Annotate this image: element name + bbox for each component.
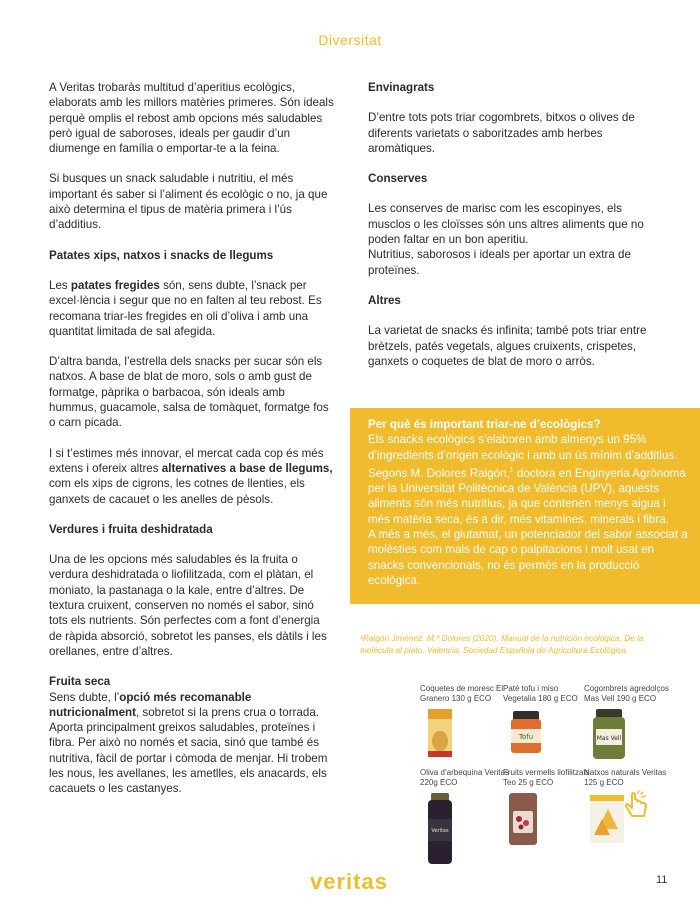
intro-paragraph-2: Si busques un snack saludable i nutritiu, el més important és saber si l’aliment és ecològic o no, ja que això determina el tipus de matèria primera i l’ús d’additius. [49, 172, 328, 232]
callout-question: Per què és important triar-ne d’ecològics? [368, 418, 601, 431]
product-coquetes [420, 684, 510, 762]
text-run: I si t’estimes més innovar, el mercat cada cop és més extens i ofereix altres [49, 446, 324, 475]
paragraph-natxos: D’altra banda, l’estrella dels snacks per sucar són els natxos. A base de blat de moro, sols o amb gust de formatge, pàprika o barbacoa, són ideals amb hummus, guacamole, salsa de tomàquet, formatge fos o carn picada. [49, 355, 329, 430]
callout-text-2: A més a més, el glutamat, un potenciador del sabor associat a molèsties com mals de cap o palpitacions i molt usat en snacks convencionals, no és permès en la producció ecològica. [368, 527, 688, 587]
pate-jar-icon [503, 707, 549, 757]
product-image-cogombrets [584, 707, 674, 766]
paragraph-envinagrats: D’entre tots pots triar cogombrets, bitxos o olives de diferents varietats o saboritzades amb herbes aromàtiques. [368, 111, 635, 155]
footnote: ¹Raigón Jiménez, M.ª Dolores (2020). Manual de la nutrición ecológica. De la molécula al plato. Valencia, Sociedad Española de Agricultura Ecológica. [360, 633, 644, 655]
paragraph-altres: La varietat de snacks és infinita; també pots triar entre brètzels, patés vegetals, algues cruixents, crispetes, ganxets o coquetes de blat de moro o arròs. [368, 324, 647, 368]
veritas-logo: veritas [310, 869, 388, 894]
paragraph-conserves-2: Nutritius, saborosos i ideals per aportar un extra de proteïnes. [368, 248, 631, 277]
text-run: Les [49, 278, 71, 292]
dried-fruits-bag-icon [503, 791, 543, 847]
heading-verdures: Verdures i fruita deshidratada [49, 522, 213, 536]
hand-pointer-icon [620, 790, 652, 827]
text-run: Els snacks ecològics s’elaboren amb almenys un 95% d’ingredients d’origen ecològic i amb un ús mínim d’additius. Segons M. Dolores Raigón, [368, 433, 678, 480]
pickles-jar-icon [584, 707, 634, 763]
heading-altres: Altres [368, 293, 401, 307]
tofu-brand-text: Tofu [518, 733, 534, 741]
bold-run: alternatives a base de llegums, [161, 461, 333, 475]
product-olives [420, 768, 510, 870]
coquetes-package-icon [420, 707, 460, 759]
heading-envinagrats: Envinagrats [368, 81, 435, 94]
product-image-coquetes [420, 707, 510, 762]
paragraph-patates-fregides [49, 278, 334, 339]
olive-brand-text: Veritas [431, 828, 449, 834]
right-column [368, 80, 653, 384]
bold-run: opció més recomanable nutricionalment [49, 690, 252, 719]
product-label: Natxos naturals Veritas 125 g ECO [584, 768, 667, 787]
product-image-pate [503, 707, 593, 760]
paragraph-llegums [49, 446, 334, 507]
product-cogombrets [584, 684, 674, 766]
jar-brand-text: Mas Vell [596, 735, 622, 742]
product-label: Fruits vermells liofilitzats Teo 25 g ECO [503, 768, 590, 787]
product-label: Coquetes de moresc El Granero 130 g ECO [420, 684, 504, 703]
text-run: , sobretot si la prens crua o torrada. Aporta principalment greixos saludables, proteïnes i fibra. Per això no només et sacia, sinó que també és nutritiva, fàcil de portar i còmoda de menjar. Hi trobem les nous, les avellanes, les ametlles, els anacards, els cacauets o les castanyes. [49, 705, 328, 796]
page-number: 11 [656, 874, 668, 886]
paragraph-verdures: Una de les opcions més saludables és la fruita o verdura deshidratada o liofilitzada, com el plàtan, el moniato, la pastanaga o la kale, entre d’altres. De textura cruixent, conserven no només el sabor, sinó tots els nutrients. Són perfectes com a font d’energia de ràpida absorció, sobretot les panses, els dàtils i les orellanes, entre d’altres. [49, 553, 327, 658]
product-image-fruits [503, 791, 593, 850]
heading-patates: Patates xips, natxos i snacks de llegums [49, 248, 274, 262]
paragraph-fruita-seca [49, 690, 334, 797]
paragraph-conserves-1: Les conserves de marisc com les escopinyes, els musclos o les cloïsses són uns altres aliments que no poden faltar en un bon aperitiu. [368, 202, 644, 247]
intro-paragraph-1: A Veritas trobaràs multitud d’aperitius ecològics, elaborats amb les millors matèries primeres. Són ideals perquè omplis el rebost amb opcions més saludables però igual de saboroses, ideals per gaudir d’un diumenge en família o emportar-te a la feina. [49, 81, 334, 156]
footnote-ref: 1 [509, 466, 514, 474]
product-image-olives [420, 791, 510, 870]
callout-text [368, 432, 690, 527]
product-fruits-vermells [503, 768, 593, 850]
product-label: Paté tofu i miso Vegetalia 180 g ECO [503, 684, 578, 703]
product-pate-tofu [503, 684, 593, 760]
heading-fruita-seca: Fruita seca [49, 675, 111, 689]
text-run: doctora en Enginyeria Agrònoma per la Universitat Politècnica de València (UPV), aquests aliments són més nutritius, ja que contenen menys aigua i més matèria seca, és a dir, més vitamines, minerals i fibra. [368, 466, 686, 526]
olives-jar-icon [420, 791, 460, 867]
heading-conserves: Conserves [368, 172, 428, 186]
product-label: Cogombrets agredolços Mas Vell 190 g ECO [584, 684, 669, 703]
text-run: com els xips de cigrons, les cotnes de llenties, els ganxets de cacauet o les anelles de pèsols. [49, 477, 305, 506]
bold-run: patates fregides [70, 278, 160, 292]
text-run: són, sens dubte, l’snack per excel·lència i segur que no en falten al teu rebost. Es recomana triar-les fregides en oli d’oliva i amb una quantitat limitada de sal afegida. [49, 278, 322, 338]
callout-box [350, 408, 700, 604]
section-title: Diversitat [318, 32, 382, 48]
text-run: Sens dubte, l’ [49, 690, 120, 704]
product-label: Oliva d’arbequina Veritas 220g ECO [420, 768, 509, 787]
left-column [49, 80, 334, 812]
